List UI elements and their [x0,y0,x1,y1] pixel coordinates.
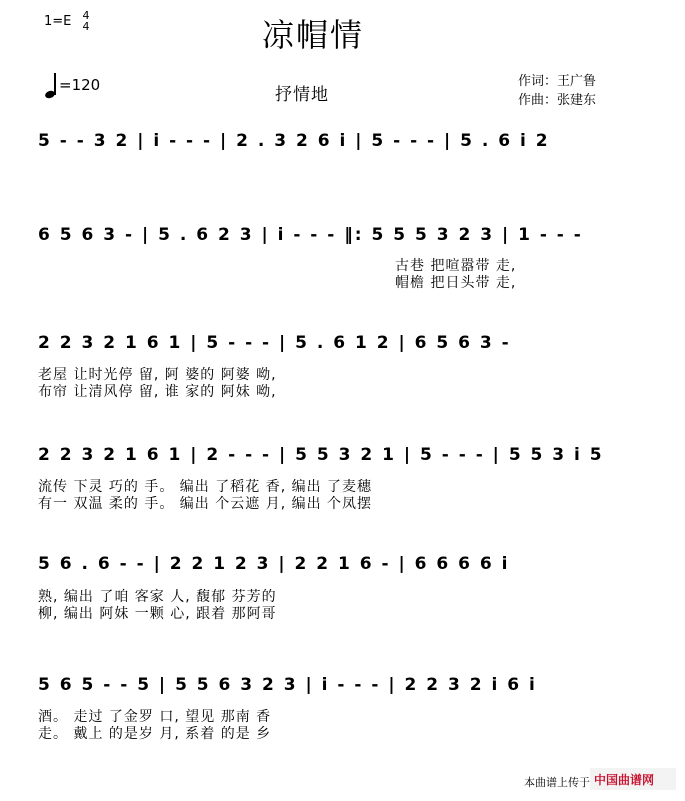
time-signature [80,10,92,32]
score-line-3-notes: 2 2 3 2 1 6 1 | 5 - - - | 5 . 6 1 2 | 6 5 6 3 - [38,333,511,353]
tempo-value: =120 [59,76,101,94]
score-line-4-lyrics-2: 有一 双温 柔的 手。 编出 个云遮 月, 编出 个凤摆 [38,496,373,512]
song-title: 凉帽情 [262,16,365,54]
score-line-3-lyrics-1: 老屋 让时光停 留, 阿 婆的 阿婆 呦, [38,367,277,383]
quarter-note-icon [45,72,57,98]
tempo-marking [45,72,100,98]
time-signature-bottom: 4 [82,20,90,33]
score-line-2-lyrics-2: 帽檐 把日头带 走, [395,275,517,291]
score-line-2-lyrics-1: 古巷 把喧嚣带 走, [395,258,517,274]
score-line-6-lyrics-2: 走。 戴上 的是岁 月, 系着 的是 乡 [38,726,272,742]
composer-credit: 作曲：张建东 [518,93,597,108]
expression-marking: 抒情地 [275,85,329,105]
site-logo-text: 中国曲谱网 [594,772,655,787]
score-line-4-lyrics-1: 流传 下灵 巧的 手。 编出 了稻花 香, 编出 了麦穗 [38,479,373,495]
score-line-1-notes: 5 - - 3 2 | i - - - | 2 . 3 2 6 i | 5 - - - | 5 . 6 i 2 [38,131,550,151]
upload-note: 本曲谱上传于 [524,776,590,789]
score-line-4-notes: 2 2 3 2 1 6 1 | 2 - - - | 5 5 3 2 1 | 5 - - - | 5 5 3 i 5 [38,445,604,465]
site-logo[interactable] [590,768,676,790]
score-line-5-lyrics-1: 熟, 编出 了咱 客家 人, 馥郁 芬芳的 [38,589,277,605]
score-line-5-lyrics-2: 柳, 编出 阿妹 一颗 心, 跟着 那阿哥 [38,606,277,622]
time-signature-top: 4 [82,9,90,22]
key-signature: 1=E [44,14,72,29]
score-line-6-notes: 5 6 5 - - 5 | 5 5 6 3 2 3 | i - - - | 2 2 3 2 i 6 i [38,675,537,695]
score-line-3-lyrics-2: 布帘 让清风停 留, 谁 家的 阿妹 呦, [38,384,277,400]
lyricist-credit: 作词：王广鲁 [518,74,597,89]
score-line-2-notes: 6 5 6 3 - | 5 . 6 2 3 | i - - - ‖: 5 5 5 3 2 3 | 1 - - - [38,225,583,245]
score-line-6-lyrics-1: 酒。 走过 了金罗 口, 望见 那南 香 [38,709,272,725]
score-line-5-notes: 5 6 . 6 - - | 2 2 1 2 3 | 2 2 1 6 - | 6 6 6 6 i [38,554,510,574]
